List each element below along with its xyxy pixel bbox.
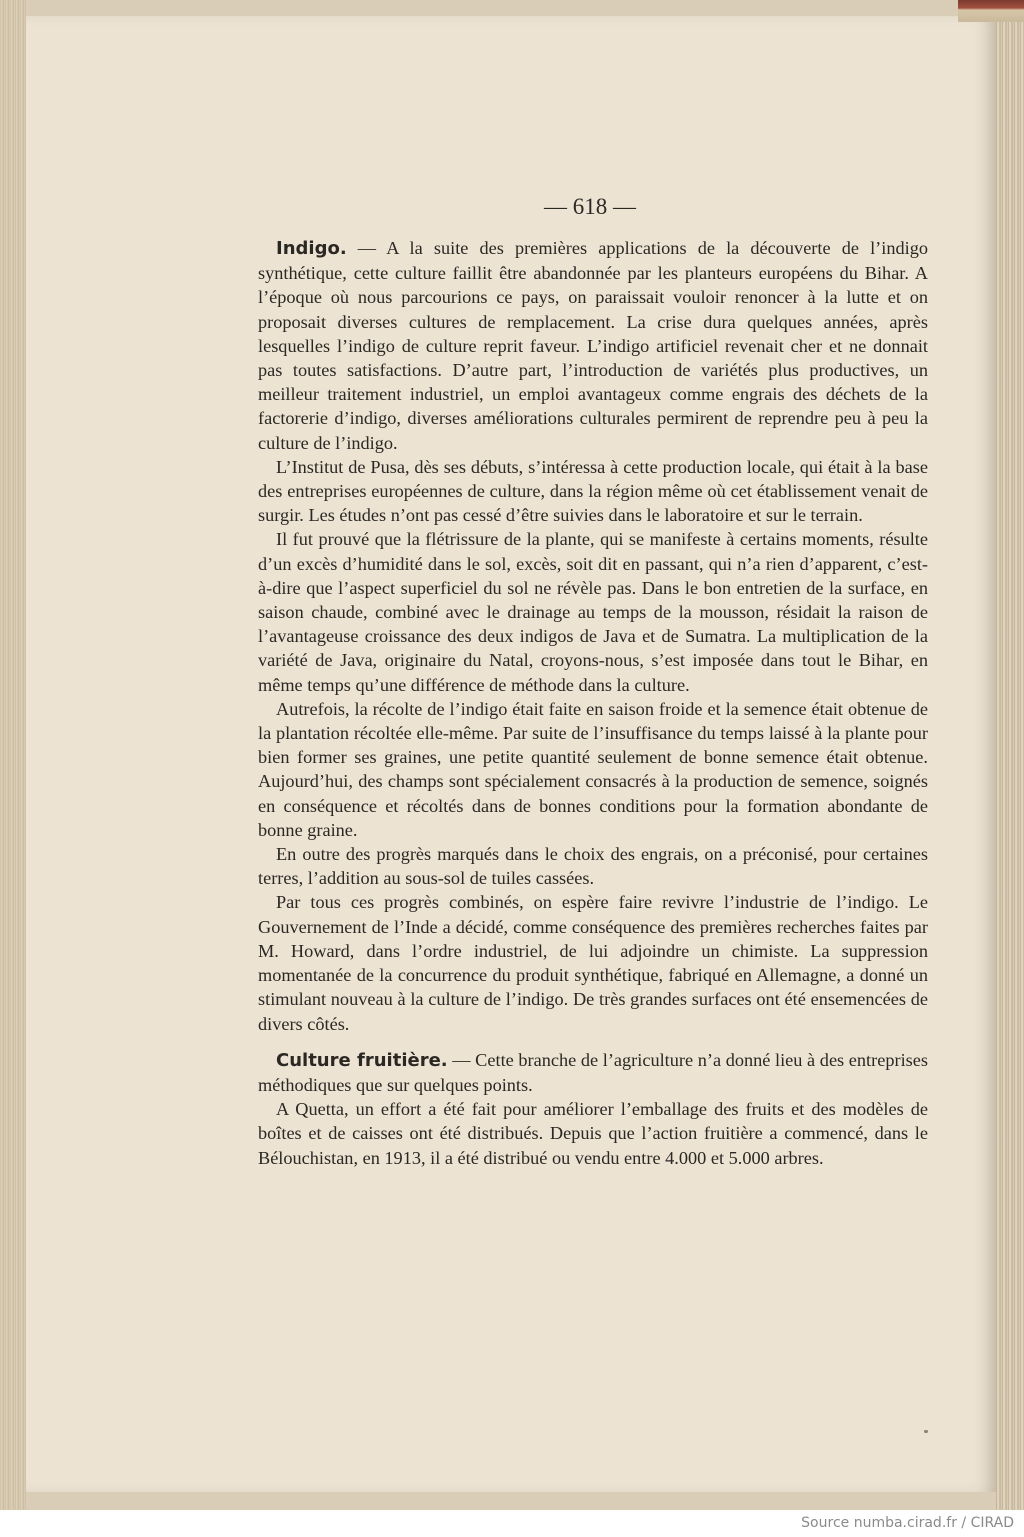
paragraph — [258, 236, 928, 455]
paragraph: Par tous ces progrès combinés, on espère faire revivre l’industrie de l’indigo. Le Gouvernement de l’Inde a décidé, comme conséquence des premières recherches faites par M. Howard, dans l’ordre industriel, de lui adjoindre un chimiste. La suppression momentanée de la concurrence du produit synthétique, fabriqué en Allemagne, a donné un stimulant nouveau à la culture de l’indigo. De très grandes surfaces ont été ensemencées de divers côtés. — [258, 892, 928, 1034]
section-heading-indigo: Indigo. — [276, 238, 347, 259]
paper-speck — [924, 1430, 928, 1433]
left-page-edges — [0, 0, 26, 1510]
right-page-edges — [996, 0, 1024, 1510]
source-credit: Source numba.cirad.fr / CIRAD — [801, 1515, 1014, 1531]
paragraph: A Quetta, un effort a été fait pour améliorer l’emballage des fruits et des modèles de boîtes et de caisses ont été distribués. Depuis que l’action fruitière a commencé, dans le Bélouchistan, en 1913, il a été distribué ou vendu entre 4.000 et 5.000 arbres. — [258, 1099, 928, 1168]
page-body — [258, 236, 928, 1170]
paragraph: L’Institut de Pusa, dès ses débuts, s’intéressa à cette production locale, qui était à la base des entreprises européennes de culture, dans la région même où cet établissement venait de surgir. Les études n’ont pas cessé d’être suivies dans le laboratoire et sur le terrain. — [258, 456, 928, 526]
paragraph: Autrefois, la récolte de l’indigo était faite en saison froide et la semence était obtenue de la plantation récoltée elle-même. Par suite de l’insuffisance du temps laissé à la plante pour bien former ses graines, une petite quantité seulement de bonne semence était obtenue. Aujourd’hui, des champs sont spécialement consacrés à la production de semence, soignés en conséquence et récoltés dans de bonnes conditions pour la formation abondante de bonne graine. — [258, 698, 928, 840]
paragraph-text: — Cette branche de l’agriculture n’a donné lieu à des entreprises méthodiques que sur quelques points. — [258, 1049, 928, 1095]
book-cover-edge — [958, 0, 1024, 22]
section-heading-culture-fruitiere: Culture fruitière. — [276, 1049, 448, 1071]
paragraph — [258, 1048, 928, 1097]
paragraph: Il fut prouvé que la flétrissure de la plante, qui se manifeste à certains moments, résulte d’un excès d’humidité dans le sol, excès, soit dit en passant, qui n’a rien d’apparent, c’est-à-dire que l’aspect superficiel du sol ne révèle pas. Dans le bon entretien de la surface, en saison chaude, combiné avec le drainage au temps de la mousson, résidait la raison de l’avantageuse croissance des deux indigos de Java et de Sumatra. La multiplication de la variété de Java, originaire du Natal, croyons-nous, s’est imposée dans tout le Bihar, en même temps qu’une différence de méthode dans la culture. — [258, 529, 928, 695]
page-number: — 618 — — [544, 194, 636, 219]
paragraph: En outre des progrès marqués dans le choix des engrais, on a préconisé, pour certaines terres, l’addition au sous-sol de tuiles cassées. — [258, 844, 928, 889]
paragraph-text: — A la suite des premières applications de la découverte de l’indigo synthétique, cette culture faillit être abandonnée par les planteurs européens du Bihar. A l’époque où nous parcourions ce pays, on paraissait vouloir renoncer à la lutte et on proposait diverses cultures de remplacement. La crise dura quelques années, après lesquelles l’indigo de culture reprit faveur. L’indigo artificiel revenait cher et ne donnait pas toutes satisfactions. D’autre part, l’introduction de variétés plus productives, un meilleur traitement industriel, un emploi avantageux comme engrais des déchets de la factorerie d’indigo, diverses améliorations culturales permirent de reprendre peu à peu la culture de l’indigo. — [258, 238, 928, 453]
